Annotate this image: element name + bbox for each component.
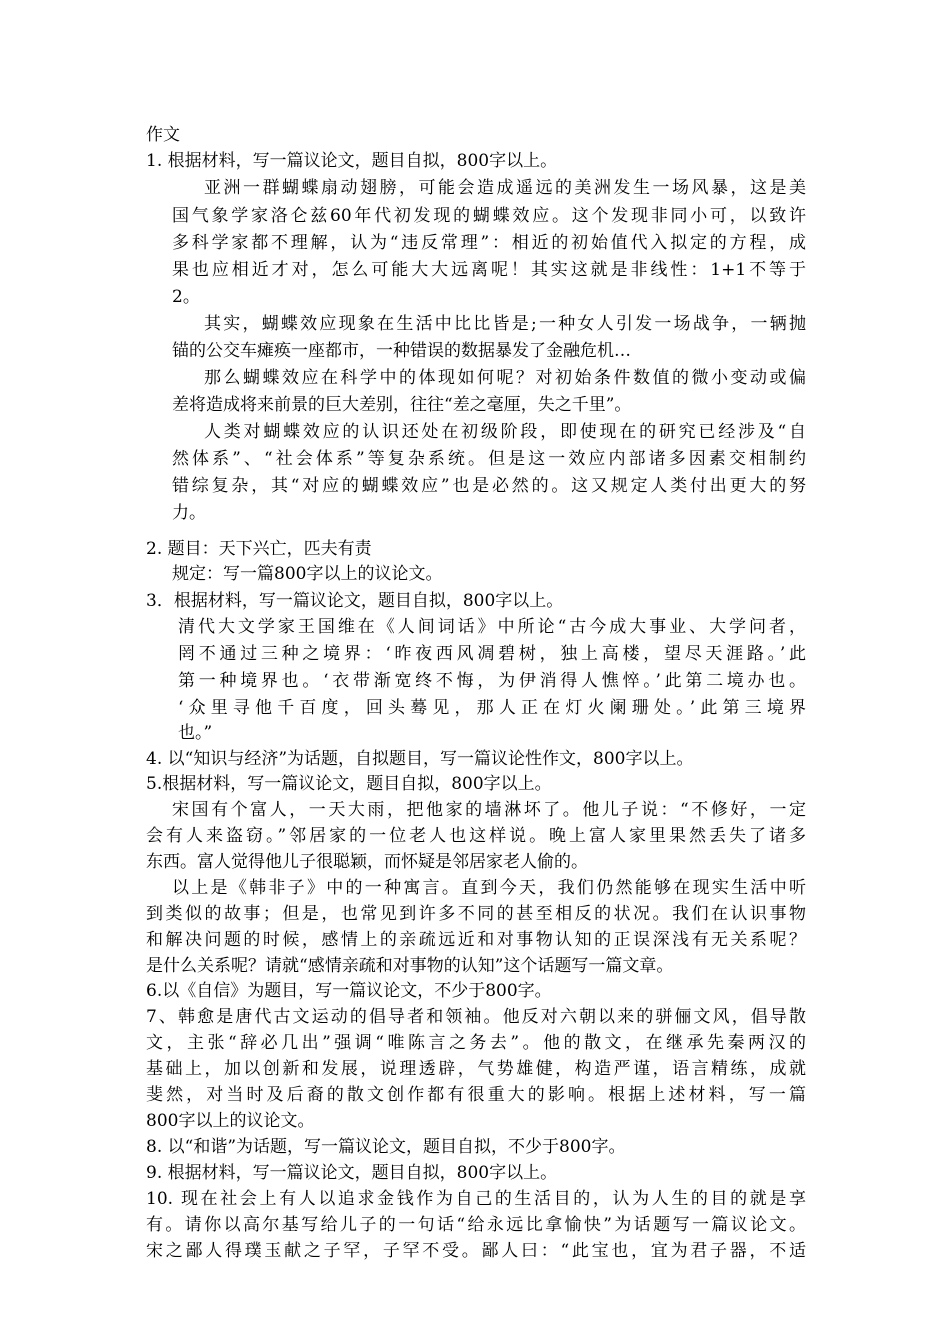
- q7-line: 斐然，对当时及后裔的散文创作都有很重大的影响。根据上述材料，写一篇: [146, 1085, 806, 1105]
- q3-line: ‘众里寻他千百度，回头蓦见，那人正在灯火阑珊处。’此第三境界: [178, 698, 806, 718]
- q5-p1-line: 会有人来盗窃。”邻居家的一位老人也这样说。晚上富人家里果然丢失了诸多: [146, 826, 806, 846]
- q1-p4-line: 力。: [172, 503, 206, 523]
- q1-p2-line: 锚的公交车瘫痪一座都市，一种错误的数据暴发了金融危机…: [172, 341, 631, 361]
- q1-p4-line: 人类对蝴蝶效应的认识还处在初级阶段，即使现在的研究已经涉及“自: [204, 422, 806, 442]
- q7-line: 7、韩愈是唐代古文运动的倡导者和领袖。他反对六朝以来的骈俪文风，倡导散: [146, 1007, 806, 1027]
- q7-line: 基础上，加以创新和发展，说理透辟，气势雄健，构造严谨，语言精练，成就: [146, 1059, 806, 1079]
- q3-line: 第一种境界也。‘衣带渐宽终不悔，为伊消得人憔悴。’此第二境办也。: [178, 671, 806, 691]
- q1-p4-line: 然体系”、“社会体系”等复杂系统。但是这一效应内部诸多因素交相制约: [172, 449, 806, 469]
- q5-p1-line: 东西。富人觉得他儿子很聪颖，而怀疑是邻居家老人偷的。: [146, 852, 588, 872]
- q2-title: 2. 题目：天下兴亡，匹夫有责: [146, 539, 372, 559]
- q5-p2-line: 是什么关系呢？请就“感情亲疏和对事物的认知”这个话题写一篇文章。: [146, 956, 674, 976]
- q6-prompt: 6.以《自信》为题目，写一篇议论文，不少于800字。: [146, 981, 552, 1001]
- q5-p2-line: 和解决问题的时候，感情上的亲疏远近和对事物认知的正误深浅有无关系呢？: [146, 930, 806, 950]
- q10-line: 10. 现在社会上有人以追求金钱作为自己的生活目的，认为人生的目的就是享: [146, 1189, 806, 1209]
- q3-line: 也。”: [178, 723, 213, 743]
- q5-p2-line: 以上是《韩非子》中的一种寓言。直到今天，我们仍然能够在现实生活中听: [172, 878, 806, 898]
- q5-p2-line: 到类似的故事；但是，也常见到许多不同的甚至相反的状况。我们在认识事物: [146, 904, 806, 924]
- q3-line: 罔不通过三种之境界：‘昨夜西风凋碧树，独上高楼，望尽天涯路。’此: [178, 644, 806, 664]
- q7-line: 800字以上的议论文。: [146, 1111, 315, 1131]
- q1-p3-line: 那么蝴蝶效应在科学中的体现如何呢？对初始条件数值的微小变动或偏: [204, 368, 806, 388]
- q8-prompt: 8. 以“和谐”为话题，写一篇议论文，题目自拟，不少于800字。: [146, 1137, 626, 1157]
- q3-line: 清代大文学家王国维在《人间词话》中所论“古今成大事业、大学问者，: [178, 617, 806, 637]
- q1-p1-line: 2。: [172, 287, 200, 307]
- q1-p2-line: 其实，蝴蝶效应现象在生活中比比皆是;一种女人引发一场战争，一辆抛: [204, 314, 806, 334]
- q7-line: 文，主张“辞必几出”强调“唯陈言之务去”。他的散文，在继承先秦两汉的: [146, 1033, 806, 1053]
- q5-prompt: 5.根据材料，写一篇议论文，题目自拟，800字以上。: [146, 774, 552, 794]
- q10-line: 宋之鄙人得璞玉献之子罕，子罕不受。鄙人曰：“此宝也，宜为君子器，不适: [146, 1241, 806, 1261]
- q5-p1-line: 宋国有个富人，一天大雨，把他家的墙淋坏了。他儿子说：“不修好，一定: [172, 800, 806, 820]
- q1-p1-line: 国气象学家洛仑兹60年代初发现的蝴蝶效应。这个发现非同小可，以致许: [172, 206, 806, 226]
- q1-p1-line: 果也应相近才对，怎么可能大大远离呢！其实这就是非线性：1+1不等于: [172, 260, 806, 280]
- q1-p1-line: 亚洲一群蝴蝶扇动翅膀，可能会造成遥远的美洲发生一场风暴，这是美: [204, 178, 806, 198]
- q9-prompt: 9. 根据材料，写一篇议论文，题目自拟，800字以上。: [146, 1163, 558, 1183]
- q2-requirement: 规定：写一篇800字以上的议论文。: [172, 564, 443, 584]
- q1-prompt: 1. 根据材料，写一篇议论文，题目自拟，800字以上。: [146, 151, 558, 171]
- q1-p1-line: 多科学家都不理解，认为“违反常理”：相近的初始值代入拟定的方程，成: [172, 233, 806, 253]
- q1-p3-line: 差将造成将来前景的巨大差别，往往“差之毫厘，失之千里”。: [172, 395, 632, 415]
- q4-prompt: 4. 以“知识与经济”为话题，自拟题目，写一篇议论性作文，800字以上。: [146, 749, 694, 769]
- q3-prompt: 3．根据材料，写一篇议论文，题目自拟，800字以上。: [146, 591, 564, 611]
- q1-p4-line: 错综复杂，其“对应的蝴蝶效应”也是必然的。这又规定人类付出更大的努: [172, 476, 806, 496]
- doc-title: 作文: [146, 125, 180, 145]
- q10-line: 有。请你以高尔基写给儿子的一句话“给永远比拿愉快”为话题写一篇议论文。: [146, 1215, 806, 1235]
